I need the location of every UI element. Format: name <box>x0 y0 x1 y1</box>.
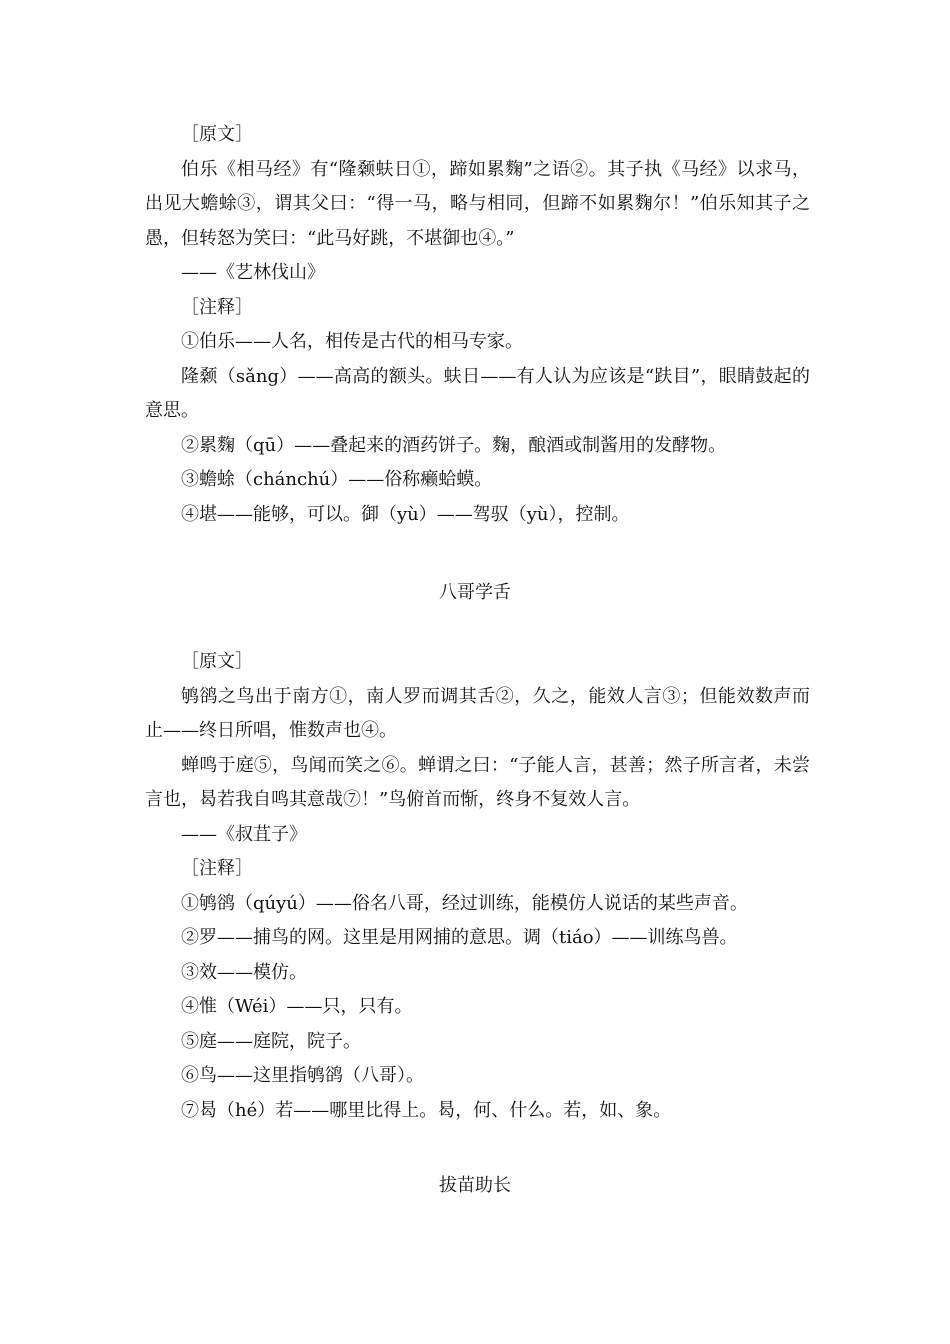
section-bage <box>145 645 810 1128</box>
section-title-bamiao: 拔苗助长 <box>439 1175 511 1196</box>
annotation-5: ⑤庭——庭院，院子。 <box>181 1030 361 1052</box>
annotation-3: ③蟾蜍（chánchú）——俗称癞蛤蟆。 <box>181 469 493 490</box>
annotation-2: ②罗——捕鸟的网。这里是用网捕的意思。调（tiáo）——训练鸟兽。 <box>181 927 738 948</box>
annotation-1b: 隆颡（sǎng）——高高的额头。蚨日——有人认为应该是“趺目”，眼睛鼓起的意思。 <box>145 365 810 421</box>
annotation-1: ①鸲鹆（qúyú）——俗名八哥，经过训练，能模仿人说话的某些声音。 <box>181 892 748 914</box>
original-text-paragraph-2: 蝉鸣于庭⑤，鸟闻而笑之⑥。蝉谓之曰：“子能人言，甚善；然子所言者，未尝言也，曷若我自鸣其意哉⑦！”鸟俯首而惭，终身不复效人言。 <box>145 754 810 810</box>
source-citation: ——《艺林伐山》 <box>181 262 325 283</box>
yuanwen-label: ［原文］ <box>181 651 253 672</box>
annotation-1: ①伯乐——人名，相传是古代的相马专家。 <box>181 331 523 352</box>
annotation-2: ②累麴（qū）——叠起来的酒药饼子。麴，酿酒或制酱用的发酵物。 <box>181 434 727 456</box>
source-citation: ——《叔苴子》 <box>181 823 307 845</box>
section-bole <box>145 118 810 532</box>
original-text-paragraph-1: 鸲鹆之鸟出于南方①，南人罗而调其舌②，久之，能效人言③；但能效数声而止——终日所唱，惟数声也④。 <box>145 685 810 741</box>
annotation-3: ③效——模仿。 <box>181 961 307 983</box>
original-text-paragraph: 伯乐《相马经》有“隆颡蚨日①，蹄如累麴”之语②。其子执《马经》以求马，出见大蟾蜍③，谓其父曰：“得一马，略与相同，但蹄不如累麴尔！”伯乐知其子之愚，但转怒为笑曰：“此马好跳，不堪御也④。” <box>145 158 810 249</box>
annotation-4: ④惟（Wéi）——只，只有。 <box>181 996 413 1017</box>
yuanwen-label: ［原文］ <box>181 124 253 145</box>
annotation-7: ⑦曷（hé）若——哪里比得上。曷，何、什么。若，如、象。 <box>181 1099 672 1121</box>
annotation-4: ④堪——能够，可以。御（yù）——驾驭（yù），控制。 <box>181 503 630 525</box>
section-title-bage: 八哥学舌 <box>439 582 511 603</box>
annotation-6: ⑥鸟——这里指鸲鹆（八哥）。 <box>181 1065 424 1086</box>
zhushi-label: ［注释］ <box>181 858 253 879</box>
zhushi-label: ［注释］ <box>181 296 253 318</box>
